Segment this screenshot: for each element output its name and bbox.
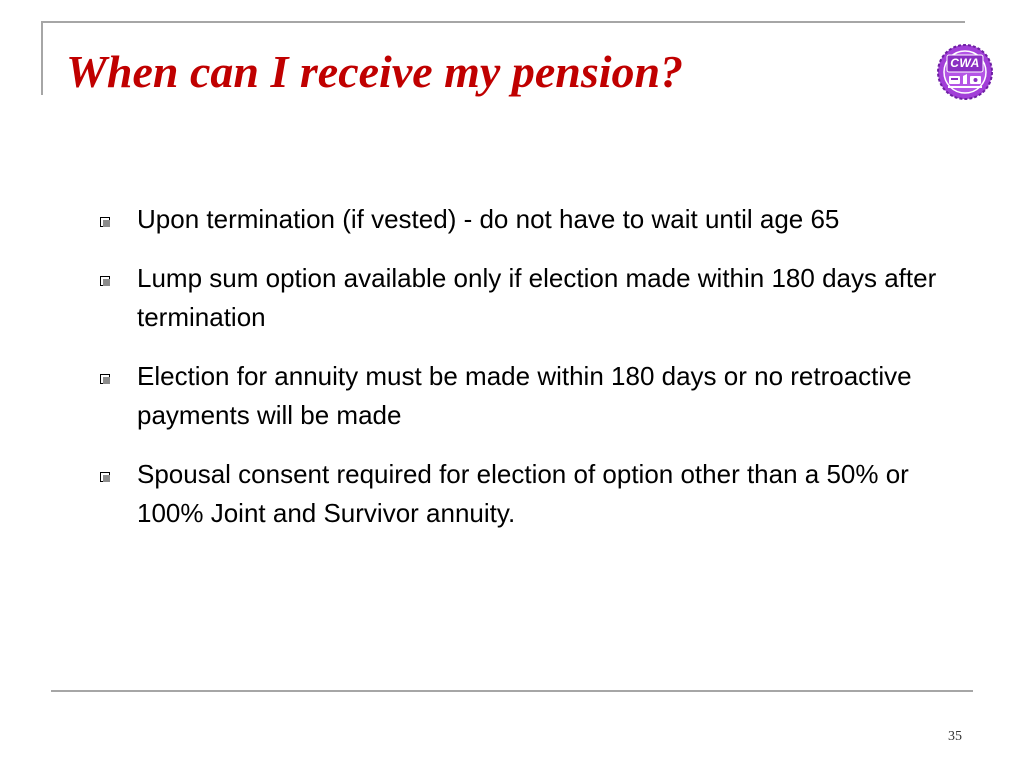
bullet-text: Lump sum option available only if election made within 180 days after termination <box>137 263 937 332</box>
bullet-item <box>100 455 980 533</box>
bullet-list <box>100 200 980 553</box>
footer-rule <box>51 690 973 692</box>
bullet-item <box>100 200 980 239</box>
logo-wordmark: CWA <box>950 56 980 70</box>
title-frame-left-rule <box>41 21 43 95</box>
bullet-text: Election for annuity must be made within 180 days or no retroactive payments will be made <box>137 361 912 430</box>
bullet-item <box>100 357 980 435</box>
title-frame-top-rule <box>41 21 965 23</box>
square-bullet-icon <box>100 472 110 482</box>
cwa-logo <box>936 43 994 101</box>
bullet-item <box>100 259 980 337</box>
bullet-text: Upon termination (if vested) - do not have to wait until age 65 <box>137 204 840 234</box>
square-bullet-icon <box>100 217 110 227</box>
slide-title: When can I receive my pension? <box>66 46 684 97</box>
union-seal-icon <box>936 43 994 101</box>
slide-number: 35 <box>948 729 962 744</box>
square-bullet-icon <box>100 276 110 286</box>
bullet-text: Spousal consent required for election of option other than a 50% or 100% Joint and Survivor annuity. <box>137 459 909 528</box>
square-bullet-icon <box>100 374 110 384</box>
